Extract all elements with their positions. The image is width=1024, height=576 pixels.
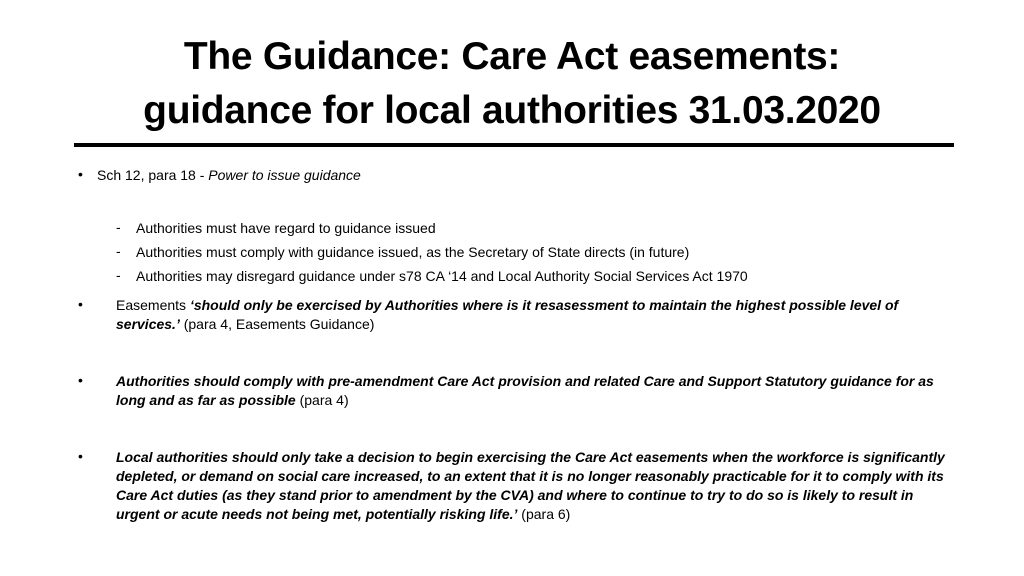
bullet-decision [116,448,948,524]
dash-marker: - [116,243,121,259]
bullet-reference: (para 4) [295,392,349,408]
bullet-text: Easements [116,297,190,313]
bullet-emphasis: Power to issue guidance [208,167,361,183]
title-line-1: The Guidance: Care Act easements: [183,35,841,78]
title-line-2: guidance for local authorities 31.03.2020 [143,89,881,132]
dash-marker: - [116,219,121,235]
bullet-marker: • [78,372,83,388]
dash-marker: - [116,267,121,283]
bullet-guidance-power [97,166,947,185]
bullet-marker: • [78,296,83,312]
title-underline [74,143,954,147]
bullet-emphasis: Local authorities should only take a decision to begin exercising the Care Act easements when the workforce is significantly depleted, or demand on social care increased, to an extent that it is no longer reasonably practicable for it to comply with its Care Act duties (as they stand prior to amendment by the CVA) and where to continue to try to do so is likely to result in urgent or acute needs not being met, potentially risking life.’ [116,449,945,522]
sub-item-disregard: Authorities may disregard guidance under s78 CA ‘14 and Local Authority Social Services Act 1970 [136,268,748,284]
bullet-text: Sch 12, para 18 - [97,167,209,183]
bullet-easements [116,296,948,334]
sub-item-comply: Authorities must comply with guidance issued, as the Secretary of State directs (in future) [136,244,690,260]
bullet-reference: (para 6) [517,506,571,522]
slide-title [70,30,954,138]
bullet-pre-amendment [116,372,948,410]
bullet-marker: • [78,448,83,464]
bullet-reference: (para 4, Easements Guidance) [179,316,375,332]
bullet-marker: • [78,166,83,182]
sub-item-regard: Authorities must have regard to guidance issued [136,220,436,236]
bullet-emphasis: ‘should only be exercised by Authorities where is it resasessment to maintain the highest possible level of services.’ [116,297,899,332]
bullet-emphasis: Authorities should comply with pre-amendment Care Act provision and related Care and Support Statutory guidance for as long and as far as possible [116,373,934,408]
